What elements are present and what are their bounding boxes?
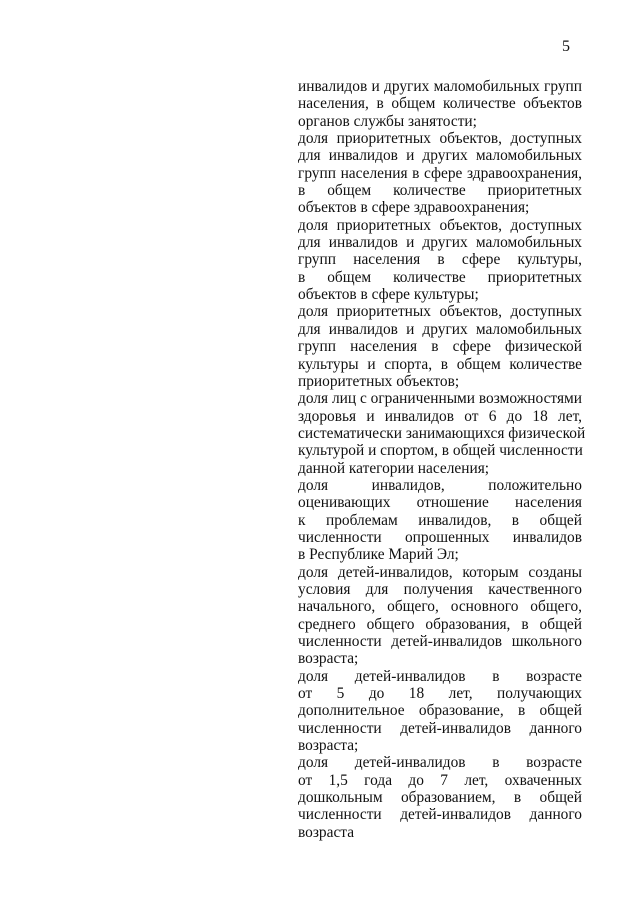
text-line: объектов в сфере культуры; (298, 286, 479, 304)
text-line: в общем количестве приоритетных (298, 268, 582, 286)
text-line: начального, общего, основного общего, (298, 598, 582, 616)
paragraph-8 (298, 668, 582, 755)
text-line: объектов в сфере здравоохранения; (298, 199, 530, 217)
text-line: численности детей-инвалидов данного (298, 806, 582, 824)
text-line: дополнительное образование, в общей (298, 702, 582, 720)
text-line: к проблемам инвалидов, в общей (298, 511, 582, 529)
text-line: органов службы занятости; (298, 112, 477, 130)
text-line: групп населения в сфере здравоохранения, (298, 164, 582, 182)
text-line: доля детей-инвалидов в возрасте (298, 667, 582, 685)
text-line: численности детей-инвалидов школьного (298, 633, 582, 650)
text-line: в Республике Марий Эл; (298, 546, 459, 564)
text-line: возраста; (298, 737, 359, 755)
text-line: доля инвалидов, положительно (298, 476, 582, 494)
paragraph-5 (298, 390, 586, 477)
text-line: здоровья и инвалидов от 6 до 18 лет, (298, 407, 582, 425)
text-line: систематически занимающихся физической (298, 424, 586, 442)
text-line: данной категории населения; (298, 459, 490, 477)
text-line: численности детей-инвалидов данного (298, 719, 582, 737)
text-line: возраста (298, 823, 355, 841)
text-line: культуры и спорта, в общем количестве (298, 355, 582, 373)
text-line: инвалидов и других маломобильных групп (298, 78, 582, 95)
text-line: численности опрошенных инвалидов (298, 528, 582, 546)
text-line: групп населения в сфере физической (298, 338, 582, 356)
text-line: от 1,5 года до 7 лет, охваченных (298, 771, 582, 789)
paragraph-1 (298, 78, 582, 130)
paragraph-6 (298, 477, 582, 564)
text-line: доля лиц с ограниченными возможностями (298, 390, 582, 408)
text-line: доля детей-инвалидов в возрасте (298, 754, 582, 772)
text-line: для инвалидов и других маломобильных (298, 320, 582, 338)
text-line: групп населения в сфере культуры, (298, 251, 582, 269)
text-line: доля приоритетных объектов, доступных (298, 130, 582, 148)
text-line: доля приоритетных объектов, доступных (298, 303, 582, 321)
text-line: от 5 до 18 лет, получающих (298, 685, 582, 703)
text-line: условия для получения качественного (298, 580, 582, 598)
text-line: приоритетных объектов; (298, 372, 460, 390)
text-line: дошкольным образованием, в общей (298, 789, 582, 807)
paragraph-3 (298, 217, 582, 304)
text-line: для инвалидов и других маломобильных (298, 147, 582, 165)
document-body (298, 78, 586, 841)
text-line: в общем количестве приоритетных (298, 182, 582, 200)
text-line: оценивающих отношение населения (298, 494, 582, 512)
text-line: культурой и спортом, в общей численности (298, 442, 583, 460)
text-line: доля приоритетных объектов, доступных (298, 216, 582, 234)
text-line: для инвалидов и других маломобильных (298, 234, 582, 252)
paragraph-9 (298, 754, 582, 841)
page-number: 5 (562, 38, 570, 55)
text-line: доля детей-инвалидов, которым созданы (298, 563, 582, 581)
text-line: населения, в общем количестве объектов (298, 95, 582, 113)
text-line: возраста; (298, 650, 359, 668)
paragraph-7 (298, 564, 582, 668)
paragraph-2 (298, 130, 582, 217)
text-line: среднего общего образования, в общей (298, 615, 582, 633)
paragraph-4 (298, 303, 582, 390)
